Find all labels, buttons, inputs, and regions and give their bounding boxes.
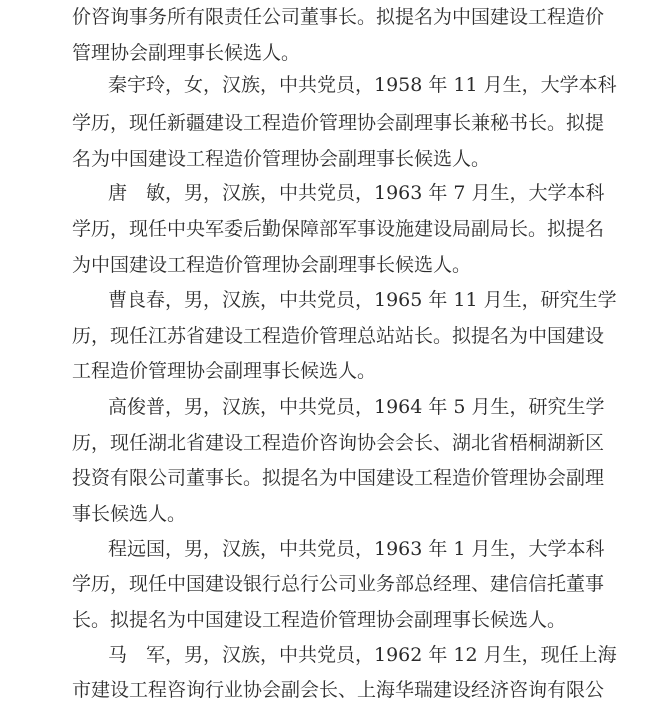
paragraph-line: 学历，现任中央军委后勤保障部军事设施建设局副局长。拟提名 [72,218,605,240]
paragraph-line: 价咨询事务所有限责任公司董事长。拟提名为中国建设工程造价 [72,6,605,28]
paragraph-line: 高俊普，男，汉族，中共党员，1964 年 5 月生，研究生学 [108,396,605,418]
paragraph-line: 市建设工程咨询行业协会副会长、上海华瑞建设经济咨询有限公 [72,679,605,701]
paragraph-line: 管理协会副理事长候选人。 [72,42,301,64]
paragraph-line: 为中国建设工程造价管理协会副理事长候选人。 [72,254,472,276]
paragraph-line: 曹良春，男，汉族，中共党员，1965 年 11 月生，研究生学 [108,289,617,311]
paragraph-line: 学历，现任中国建设银行总行公司业务部总经理、建信信托董事 [72,573,605,595]
paragraph-line: 唐 敏，男，汉族，中共党员，1963 年 7 月生，大学本科 [108,182,605,204]
paragraph-line: 马 军，男，汉族，中共党员，1962 年 12 月生，现任上海 [108,644,617,666]
paragraph-line: 程远国，男，汉族，中共党员，1963 年 1 月生，大学本科 [108,538,605,560]
paragraph-line: 名为中国建设工程造价管理协会副理事长候选人。 [72,148,491,170]
paragraph-line: 秦宇玲，女，汉族，中共党员，1958 年 11 月生，大学本科 [108,74,617,96]
paragraph-line: 学历，现任新疆建设工程造价管理协会副理事长兼秘书长。拟提 [72,112,605,134]
paragraph-line: 投资有限公司董事长。拟提名为中国建设工程造价管理协会副理 [72,467,605,489]
paragraph-line: 工程造价管理协会副理事长候选人。 [72,360,377,382]
paragraph-line: 历，现任江苏省建设工程造价管理总站站长。拟提名为中国建设 [72,325,605,347]
paragraph-line: 长。拟提名为中国建设工程造价管理协会副理事长候选人。 [72,609,567,631]
paragraph-line: 历，现任湖北省建设工程造价咨询协会会长、湖北省梧桐湖新区 [72,432,605,454]
paragraph-line: 事长候选人。 [72,503,187,525]
